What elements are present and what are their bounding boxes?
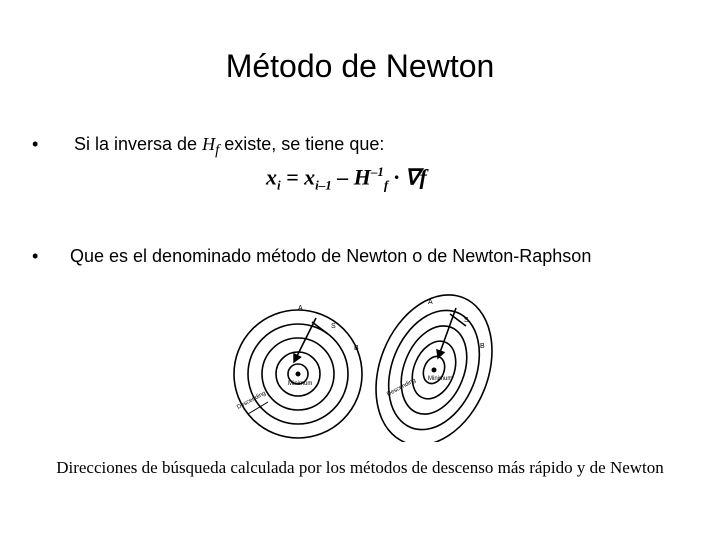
contour-ellipse	[355, 292, 508, 442]
bullet-dot: •	[32, 246, 39, 266]
label-b-right: B	[480, 343, 485, 350]
descending-label-left: Descending	[236, 390, 267, 411]
minimum-label-left: Minimum	[288, 381, 313, 387]
bullet-inverse-text: Si la inversa de $H_f$ existe, se tiene que:	[74, 134, 385, 159]
bullet-dot: •	[32, 134, 39, 154]
label-a-right: A	[428, 299, 433, 306]
slide-title: Método de Newton	[225, 48, 495, 84]
minimum-point	[296, 372, 301, 377]
figure-caption: Direcciones de búsqueda calculada por los métodos de descenso más rápido y de Newton	[56, 458, 664, 477]
label-a-left: A	[298, 305, 303, 312]
newton-diagram	[355, 292, 508, 442]
gradient-line	[312, 322, 328, 334]
minimum-point	[432, 368, 437, 373]
descending-label-right: Descending	[386, 377, 417, 398]
bullet-newton-raphson-text: Que es el denominado método de Newton o de Newton-Raphson	[70, 246, 592, 266]
newton-formula: $x_i = x_{i-1} - H^{-1}_f \cdot \nabla f$	[266, 164, 427, 193]
label-s-left: S	[331, 323, 336, 330]
search-directions-figure	[228, 292, 508, 442]
hessian-symbol: $H_f$	[202, 134, 220, 159]
minimum-label-right: Minimum	[428, 376, 453, 382]
label-b-left: B	[354, 345, 359, 352]
label-s-right: S	[464, 317, 469, 324]
